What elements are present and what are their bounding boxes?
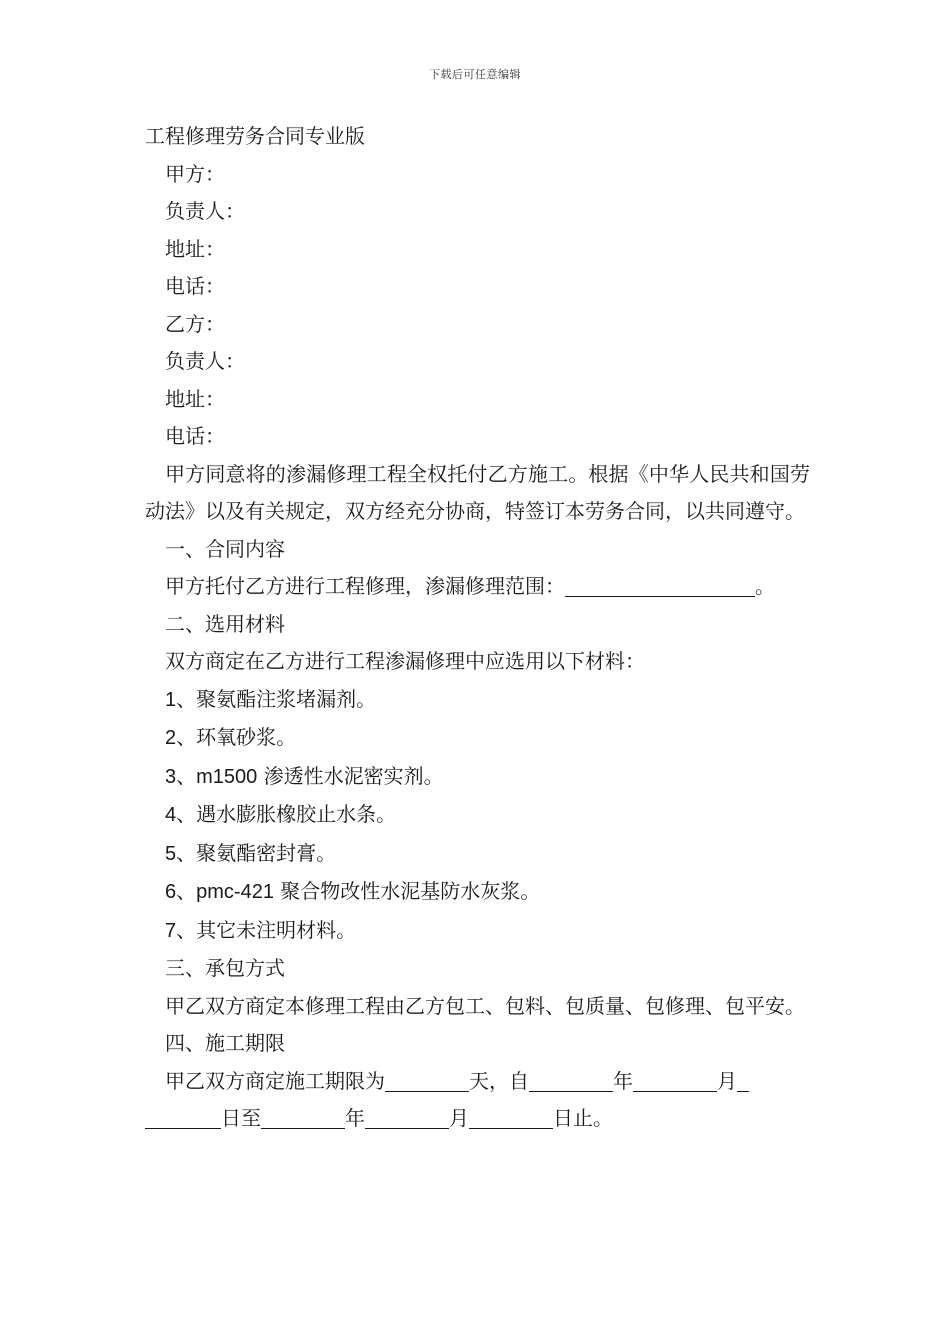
section3-text: 甲乙双方商定本修理工程由乙方包工、包料、包质量、包修理、包平安。 (165, 993, 805, 1018)
section1-text (145, 568, 810, 606)
material-item-5: 5、聚氨酯密封膏。 (165, 840, 337, 865)
start-year-blank[interactable] (529, 1071, 613, 1092)
material-item-1: 1、聚氨酯注浆堵漏剂。 (165, 686, 377, 711)
section1-text-before: 甲方托付乙方进行工程修理，渗漏修理范围： (165, 574, 565, 598)
material-item-4: 4、遇水膨胀橡胶止水条。 (165, 802, 397, 826)
end-year-blank[interactable] (261, 1108, 345, 1129)
section4-line2: 日至 年 月 日止。 (145, 1100, 810, 1138)
material-item-6: 6、pmc-421 聚合物改性水泥基防水灰浆。 (165, 879, 541, 903)
section3-heading: 三、承包方式 (165, 956, 285, 980)
repair-scope-blank[interactable] (565, 576, 755, 597)
party-a-phone: 电话： (165, 274, 225, 298)
section2-intro: 双方商定在乙方进行工程渗漏修理中应选用以下材料： (165, 649, 645, 673)
party-b-person: 负责人： (165, 349, 245, 373)
material-item-2: 2、环氧砂浆。 (165, 725, 297, 749)
section1-text-after: 。 (755, 574, 775, 598)
party-b-phone: 电话： (165, 424, 225, 448)
intro-paragraph: 甲方同意将的渗漏修理工程全权托付乙方施工。根据《中华人民共和国劳动法》以及有关规定，双方经充分协商，特签订本劳务合同，以共同遵守。 (145, 461, 810, 523)
party-b-address: 地址： (165, 386, 225, 411)
section2-heading: 二、选用材料 (165, 611, 285, 636)
material-item-7: 7、其它未注明材料。 (165, 917, 357, 942)
document-body (145, 118, 810, 1138)
party-a-person: 负责人： (165, 199, 245, 223)
section4-heading: 四、施工期限 (165, 1031, 285, 1055)
section1-heading: 一、合同内容 (165, 536, 285, 561)
end-month-blank[interactable] (365, 1108, 449, 1129)
section4-line1: 甲乙双方商定施工期限为 天，自 年 月 (145, 1063, 810, 1101)
party-a-label: 甲方： (165, 161, 225, 186)
start-month-blank[interactable] (633, 1071, 717, 1092)
end-day-blank[interactable] (469, 1108, 553, 1129)
party-b-label: 乙方： (165, 311, 225, 336)
days-blank[interactable] (385, 1071, 469, 1092)
start-day-blank-part2[interactable] (145, 1108, 221, 1129)
material-item-3: 3、m1500 渗透性水泥密实剂。 (165, 763, 444, 788)
start-day-blank-part1[interactable] (737, 1071, 749, 1092)
party-a-address: 地址： (165, 236, 225, 261)
document-title: 工程修理劳务合同专业版 (145, 124, 365, 148)
header-note: 下载后可任意编辑 (429, 68, 521, 81)
